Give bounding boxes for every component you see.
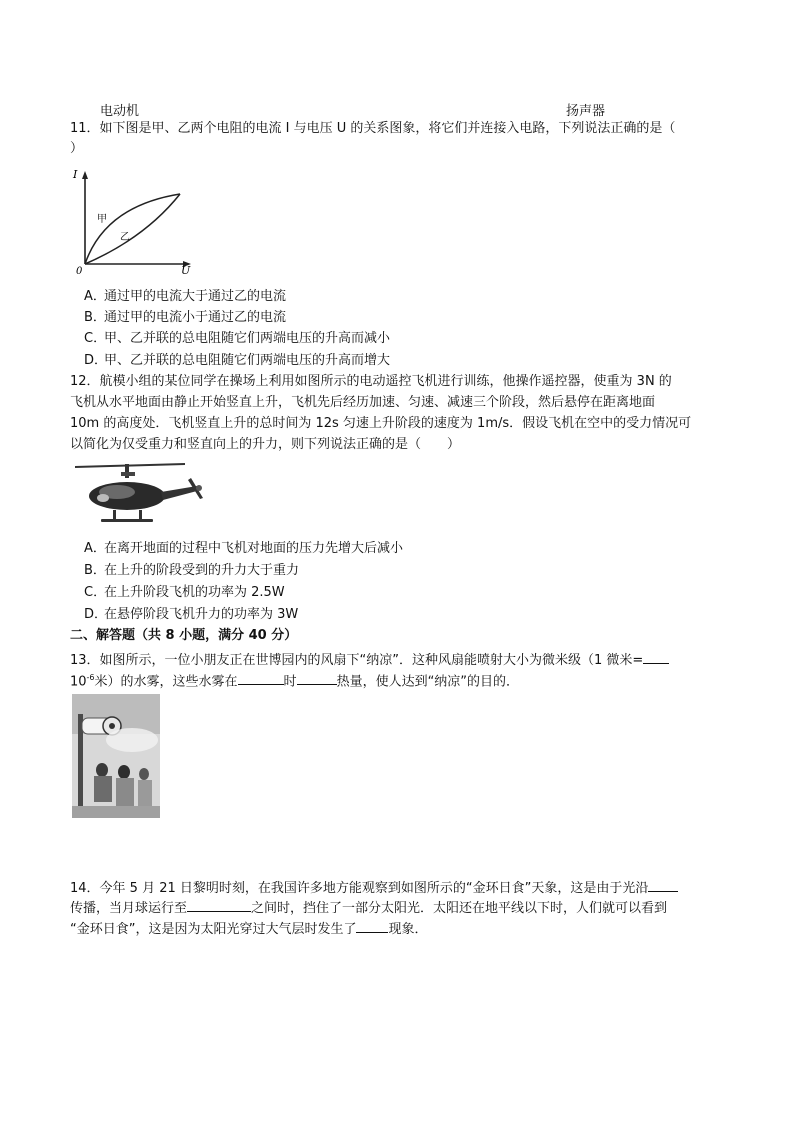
q14-blank-3 [356,918,388,933]
graph-curve-jia-label: 甲 [97,214,107,225]
q12-stem-line3: 10m 的高度处．飞机竖直上升的总时间为 12s 匀速上升阶段的速度为 1m/s．假设飞机在空中的受力情况可 [70,416,692,431]
q11-stem-line2: ） [70,141,84,156]
q11-option-c: C．甲、乙并联的总电阻随它们两端电压的升高而减小 [84,331,391,346]
graph-origin-label: 0 [76,266,83,276]
graph-curve-yi-label: 乙 [120,232,130,243]
q12-stem-line2: 飞机从水平地面由静止开始竖直上升，飞机先后经历加速、匀速、减速三个阶段，然后悬停在距离地面 [70,395,656,410]
q12-option-c: C．在上升阶段飞机的功率为 2.5W [84,585,285,600]
q11-iu-graph [70,168,195,276]
q12-stem-line1: 12．航模小组的某位同学在操场上利用如图所示的电动遥控飞机进行训练，他操作遥控器，使重为 3N 的 [70,374,672,389]
q14-stem-line3: “金环日食”，这是因为太阳光穿过大气层时发生了 现象． [70,918,730,938]
q14-stem-line1: 14．今年 5 月 21 日黎明时刻，在我国许多地方能观察到如图所示的“金环日食”天象，这是由于光沿 [70,877,730,897]
q12-option-a: A．在离开地面的过程中飞机对地面的压力先增大后减小 [84,541,404,556]
q11-stem-line1: 11．如下图是甲、乙两个电阻的电流 I 与电压 U 的关系图象，将它们并连接入电路，下列说法正确的是（ [70,121,676,136]
q12-option-b: B．在上升的阶段受到的升力大于重力 [84,563,300,578]
q13-stem-line2: $10^{-6}$米）的水雾，这些水雾在 时 热量，使人达到“纳凉”的目的． [70,669,730,690]
q14-blank-1 [648,877,678,892]
q11-option-a: A．通过甲的电流大于通过乙的电流 [84,289,287,304]
section-title: 二、解答题（共 8 小题，满分 40 分） [70,628,298,643]
q12-option-d: D．在悬停阶段飞机升力的功率为 3W [84,607,299,622]
q11-option-d: D．甲、乙并联的总电阻随它们两端电压的升高而增大 [84,353,391,368]
q12-stem-line4: 以简化为仅受重力和竖直向上的升力，则下列说法正确的是（ ） [70,437,461,452]
motor-label: 电动机 [100,104,140,119]
mist-fan-photo [72,694,160,818]
graph-y-label: I [73,168,78,181]
speaker-label: 扬声器 [566,104,606,119]
q11-option-b: B．通过甲的电流小于通过乙的电流 [84,310,287,325]
q14-stem-line2: 传播，当月球运行至 之间时，挡住了一部分太阳光．太阳还在地平线以下时，人们就可以看到 [70,897,730,917]
q13-stem-line1: 13．如图所示，一位小朋友正在世博园内的风扇下“纳凉”．这种风扇能喷射大小为微米级（1 微米= [70,649,730,669]
q13-blank-2 [297,670,337,685]
graph-x-label: U [181,264,191,276]
q13-blank-1 [238,670,284,685]
q14-blank-2 [187,897,251,912]
rc-helicopter-image [73,458,213,530]
